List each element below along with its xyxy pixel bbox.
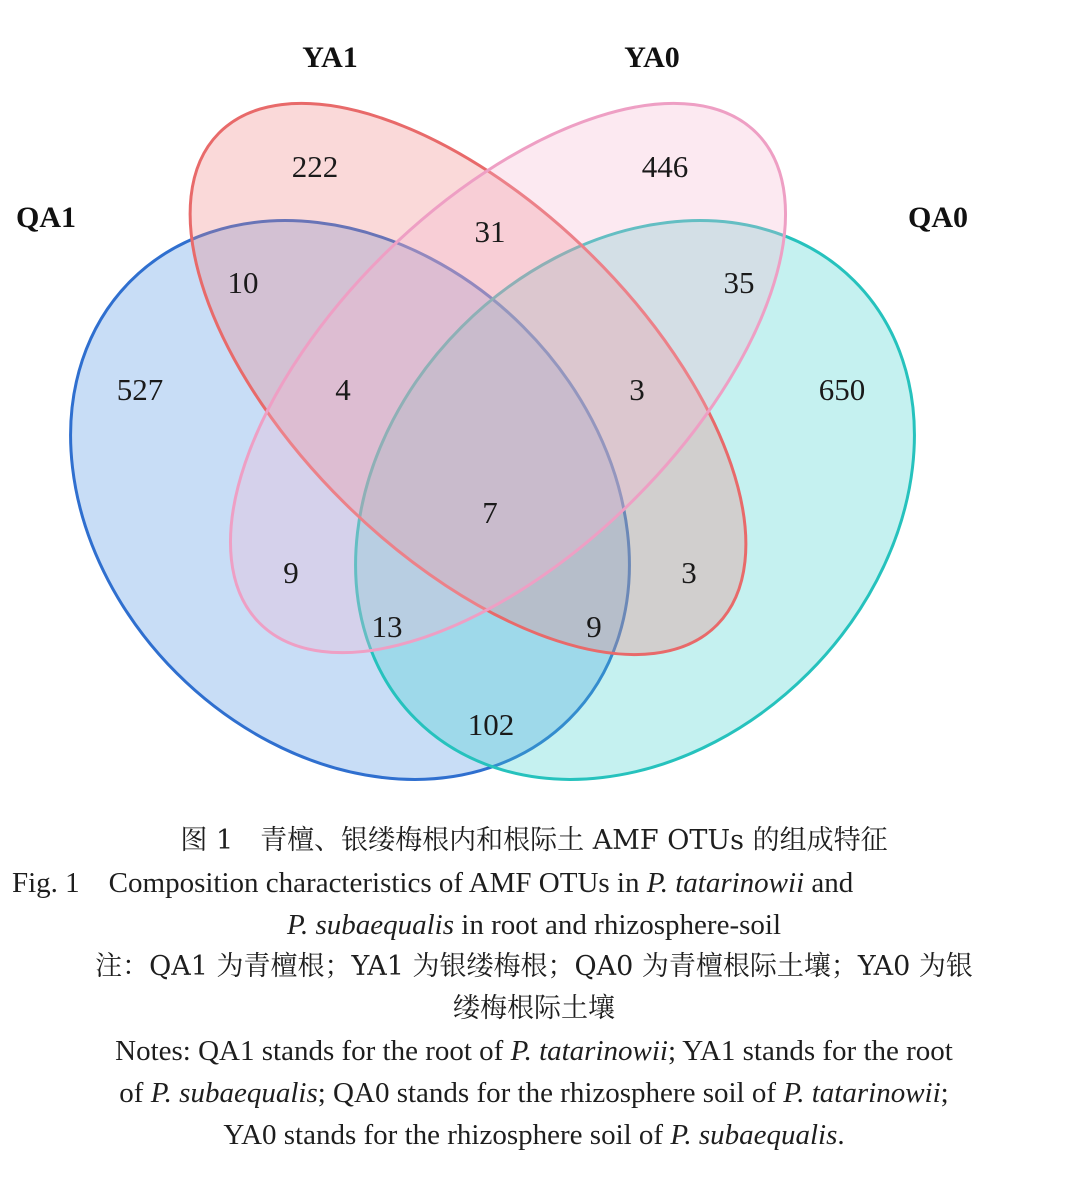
species-name: P. tatarinowii [783,1077,941,1109]
count-qa1-qa0: 102 [467,707,515,742]
set-label-ya1: YA1 [302,41,358,74]
count-ya1-only: 222 [291,149,339,184]
caption-en-note-line2 [0,1072,1068,1114]
species-name: P. subaequalis [150,1077,318,1109]
set-label-qa1: QA1 [16,201,76,234]
note-text: . [837,1119,845,1151]
caption-en-note-line3 [0,1114,1068,1156]
note-text: YA0 stands for the rhizosphere soil of [223,1119,671,1151]
note-text: ; YA1 stands for the root [667,1035,953,1067]
species-name: P. tatarinowii [510,1035,668,1067]
caption-en-title-line1 [0,862,1068,904]
caption-en-note-line1 [0,1030,1068,1072]
note-text: ; QA0 stands for the rhizosphere soil of [317,1077,784,1109]
count-qa1-ya1: 10 [227,265,259,300]
caption-en-title-line2 [0,904,1068,946]
count-ya0-qa0: 35 [723,265,755,300]
count-ya1-ya0: 31 [474,214,506,249]
set-label-ya0: YA0 [624,41,680,74]
caption-cn-note-line1: 注：QA1 为青檀根；YA1 为银缕梅根；QA0 为青檀根际土壤；YA0 为银 [95,951,973,982]
caption-en-title-text2: in root and rhizosphere-soil [454,909,782,941]
count-qa1-ya1-ya0: 4 [335,372,351,407]
caption-cn-note-line2: 缕梅根际土壤 [453,993,615,1024]
species-name: P. subaequalis [670,1119,838,1151]
caption-cn-title: 图 1 青檀、银缕梅根内和根际土 AMF OTUs 的组成特征 [180,825,888,856]
count-ya1-ya0-qa0: 3 [629,372,645,407]
caption-en-and: and [804,867,854,899]
count-all-four: 7 [482,495,498,530]
count-ya1-qa0: 3 [681,555,697,590]
species-name: P. subaequalis [286,909,455,941]
note-text: Notes: QA1 stands for the root of [115,1035,511,1067]
note-text: ; [940,1077,949,1109]
count-qa1-ya1-qa0: 9 [586,609,602,644]
species-name: P. tatarinowii [646,867,805,899]
count-qa1-only: 527 [116,372,164,407]
count-qa1-ya0-qa0: 13 [371,609,403,644]
figure-caption [0,820,1068,1156]
count-qa0-only: 650 [818,372,866,407]
count-ya0-only: 446 [641,149,689,184]
count-qa1-ya0: 9 [283,555,299,590]
set-label-qa0: QA0 [908,201,968,234]
caption-en-title-text: Fig. 1 Composition characteristics of AMF OTUs in [12,867,647,899]
note-text: of [119,1077,151,1109]
